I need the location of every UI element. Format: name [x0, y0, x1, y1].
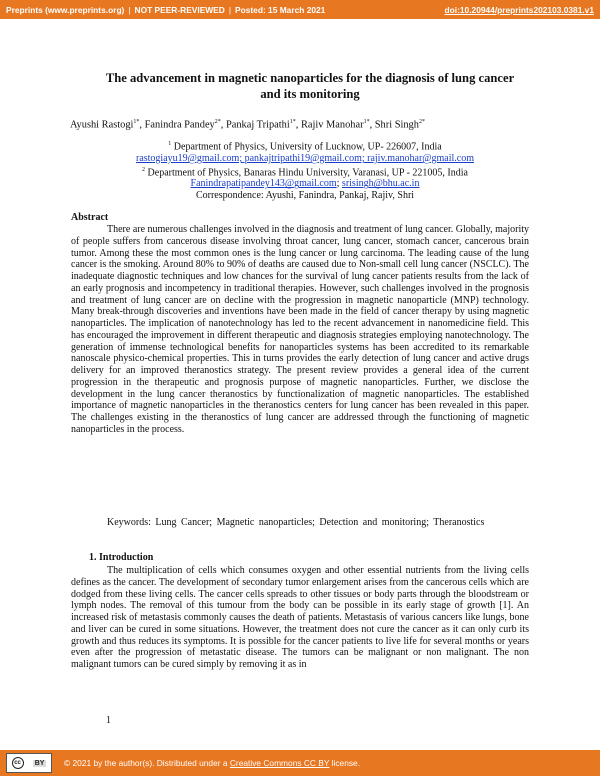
- peer-review-status: NOT PEER-REVIEWED: [134, 5, 225, 15]
- affil-text: Department of Physics, University of Lucknow, UP- 226007, India: [173, 141, 442, 153]
- author-name: Rajiv Manohar: [300, 119, 364, 131]
- author-affil-mark: 2*: [418, 119, 425, 125]
- affiliation-2: [70, 165, 540, 179]
- author-separator: ,: [295, 119, 301, 131]
- author-list: [70, 116, 540, 131]
- cc-by-badge-icon[interactable]: [6, 753, 52, 773]
- doi-link[interactable]: doi:10.20944/preprints202103.0381.v1: [444, 5, 594, 15]
- introduction-text: The multiplication of cells which consumes oxygen and other essential nutrients from the living cells defines as the cancer. The development of secondary tumor enlargement arises from the cancerous cells which are dodged from these living cells. The cancer cells spreads to other tissues or body parts through the bloodstream or lymph nodes. The removal of this tumour from the body can be possible in its early stage of growth [1]. An increased risk of metastasis commonly causes the death of patients. Metastasis of various cancers like lungs, bone and liver can be cured in some situations. However, the treatment does not cure the cancer as it can only curb its growth and thus reduces its symptoms. It is possible for the cancer patients to live life for several months or years even after the progression of metastatic disease. The tumors can be malignant or non malignant. The non malignant tumors can be cured simply by removing it as in: [71, 565, 529, 670]
- author-name: Fanindra Pandey: [144, 119, 215, 131]
- paper-title: The advancement in magnetic nanoparticles for the diagnosis of lung cancer and its monitoring: [105, 71, 515, 101]
- author-separator: ,: [369, 119, 375, 131]
- license-suffix: license.: [329, 758, 361, 768]
- license-footer: [0, 750, 600, 776]
- author-separator: ,: [139, 119, 145, 131]
- affiliations: [70, 139, 540, 202]
- email-separator: ;: [336, 178, 342, 190]
- header-left: Preprints (www.preprints.org) | NOT PEER-REVIEWED | Posted: 15 March 2021: [6, 5, 326, 15]
- affil-mark: 2: [142, 166, 146, 173]
- affiliation-1: [70, 139, 540, 153]
- author-separator: ,: [220, 119, 226, 131]
- author-affil-mark: 1*: [133, 119, 140, 125]
- preprints-site-link[interactable]: Preprints (www.preprints.org): [6, 5, 125, 15]
- affiliation-1-emails[interactable]: rastogiayu19@gmail.com; pankajtripathi19@gmail.com; rajiv.manohar@gmail.com: [135, 152, 474, 164]
- author-name: Ayushi Rastogi: [70, 119, 134, 131]
- affiliation-2-email-1[interactable]: Fanindrapatipandey143@gmail.com: [190, 178, 337, 190]
- author-affil-mark: 2*: [214, 119, 221, 125]
- affil-text: Department of Physics, Banaras Hindu University, Varanasi, UP - 221005, India: [147, 166, 468, 178]
- by-icon: BY: [34, 759, 45, 767]
- abstract-text: There are numerous challenges involved in the diagnosis and treatment of lung cancer. Globally, majority of people suffers from cancerous disease involving throat cancer, lung cancer, stomach cancer, cancerous brain tumor. Among these the most common ones is the lung cancer or lung carcinoma. The leading cause of the lung cancer is the smoking. Around 80% to 90% of deaths are caused due to Non-small cell lung cancer (NSCLC). The inadequate diagnostic techniques and low chances for the survival of lung cancer patients results from the lack of an early prognosis and incompetency in traditional therapies. However, such challenges involved in the prognosis and treatment of lung cancer are on decline with the progression in magnetic nanoparticle (MNP) technology. Many break-through discoveries and inventions have been made in the field of cancer therapy by using magnetic nanoparticles. The implication of nanotechnology has led to the recent advancement in nanomedicine field. This has encouraged the improvement in different therapeutic and diagnosis strategies employing nanotechnology. The generation of immense technological benefits for nanoparticles systems has been accredited to its remarkable nanoscale physico-chemical properties. This in turns provides the early detection of lung cancer and active drugs delivery for an improved theranostics strategy. The present review provides a general idea of the current progression in the therapeutic and prognosis purpose of magnetic nanoparticles. Further, we disclose the development in the lung cancer theranostics by functionalization of magnetic nanoparticles. The established importance of magnetic nanoparticles in the theranostics centers for lung cancer has been revealed in this paper. The challenges existing in the theranostics of lung cancer are addressed through the functioning of magnetic nanoparticles in the process.: [71, 224, 529, 435]
- posted-date: Posted: 15 March 2021: [235, 5, 326, 15]
- author-name: Pankaj Tripathi: [225, 119, 290, 131]
- author-affil-mark: 1*: [363, 119, 370, 125]
- author-affil-mark: 1*: [289, 119, 296, 125]
- license-text: [64, 758, 360, 768]
- license-link[interactable]: Creative Commons CC BY: [229, 758, 330, 768]
- affiliation-2-email-2[interactable]: srisingh@bhu.ac.in: [341, 178, 420, 190]
- correspondence: Correspondence: Ayushi, Fanindra, Pankaj, Rajiv, Shri: [195, 190, 415, 202]
- abstract-heading: Abstract: [71, 212, 109, 223]
- introduction-heading: 1. Introduction: [89, 552, 154, 563]
- keywords: Keywords: Lung Cancer; Magnetic nanoparticles; Detection and monitoring; Theranostics: [107, 517, 485, 528]
- affil-mark: 1: [168, 141, 172, 147]
- page-number: 1: [106, 715, 111, 726]
- author-name: Shri Singh: [374, 119, 419, 131]
- cc-icon: cc: [12, 757, 24, 769]
- preprint-header-bar: [0, 0, 600, 19]
- license-prefix: © 2021 by the author(s). Distributed under a: [64, 758, 230, 768]
